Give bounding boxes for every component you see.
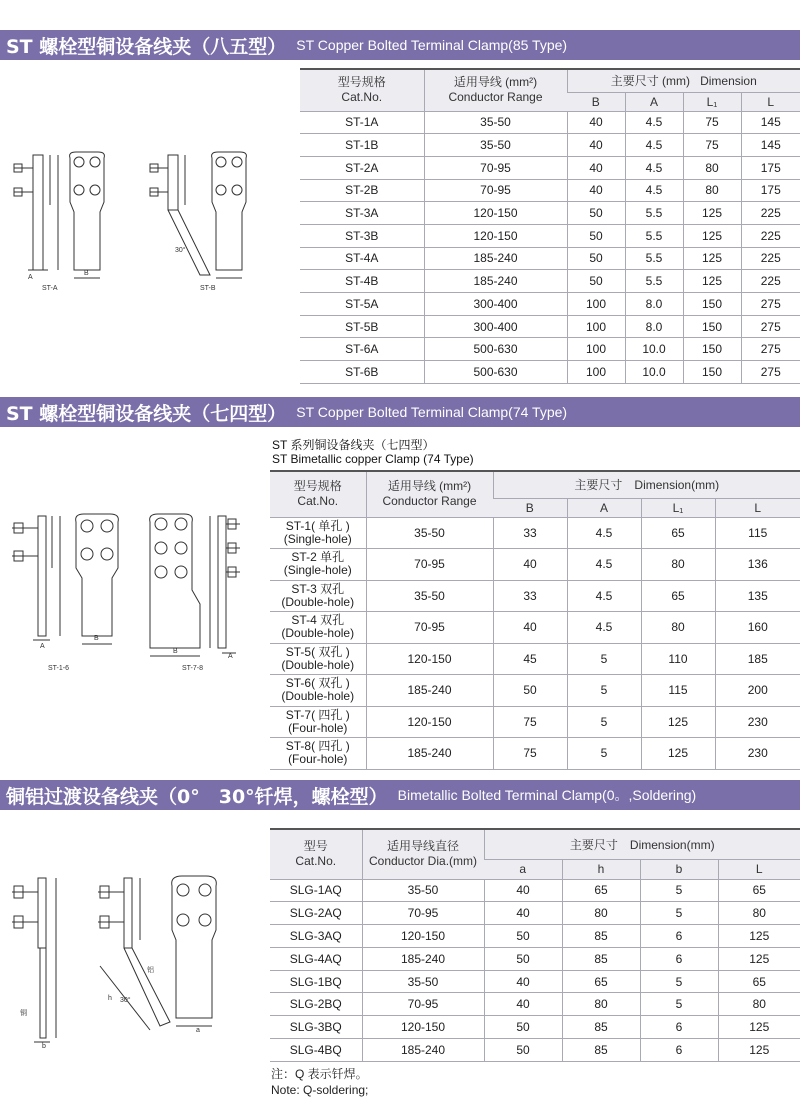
- model-cn: ST-6( 双孔 ): [285, 676, 350, 691]
- table-cell: 125: [683, 202, 741, 225]
- table-cell: 150: [683, 293, 741, 316]
- table-cell: 225: [741, 202, 800, 225]
- table-cell: 45: [493, 643, 567, 675]
- table-row: [270, 643, 800, 675]
- table-cell: 120-150: [424, 224, 567, 247]
- table-cell: SLG-4AQ: [270, 947, 362, 970]
- table-cell: 70-95: [362, 902, 484, 925]
- svg-text:A: A: [28, 274, 33, 281]
- section2-title-en: ST Copper Bolted Terminal Clamp(74 Type): [296, 404, 568, 420]
- table-cell: 80: [641, 549, 715, 581]
- section2-col-header: L: [715, 498, 800, 517]
- table-cell: 500-630: [424, 361, 567, 384]
- table-cell: 40: [567, 134, 625, 157]
- table-row: [270, 580, 800, 612]
- section2-label-st-1-6: ST-1-6: [48, 665, 70, 672]
- table-cell: 4.5: [567, 580, 641, 612]
- section1-label-st-a: ST-A: [42, 285, 58, 292]
- table-row: [270, 993, 800, 1016]
- table-cell: 175: [741, 179, 800, 202]
- table-cell: 50: [567, 224, 625, 247]
- table-cell: 80: [718, 902, 800, 925]
- table-cell: 75: [683, 134, 741, 157]
- table-row: [300, 247, 800, 270]
- table-cell: 5: [567, 706, 641, 738]
- table-cell: SLG-3AQ: [270, 925, 362, 948]
- table-cell: 6: [640, 925, 718, 948]
- table-cell: SLG-2BQ: [270, 993, 362, 1016]
- table-cell: 40: [484, 970, 562, 993]
- table-cell: 80: [718, 993, 800, 1016]
- table-cell: 35-50: [424, 111, 567, 134]
- table-cell: 145: [741, 111, 800, 134]
- table-cell: 100: [567, 293, 625, 316]
- table-cell: 75: [493, 706, 567, 738]
- table-cell: ST-5B: [300, 315, 424, 338]
- section2-col-header: L₁: [641, 498, 715, 517]
- model-en: (Double-hole): [281, 626, 355, 641]
- table-cell: ST-1B: [300, 134, 424, 157]
- section1-col-header: B: [567, 92, 625, 111]
- table-cell: 65: [641, 517, 715, 549]
- table-cell: 5.5: [625, 202, 683, 225]
- section2-banner: [0, 397, 800, 427]
- section1-banner: [0, 30, 800, 60]
- table-cell: 6: [640, 947, 718, 970]
- table-cell: 5: [640, 993, 718, 1016]
- table-cell: 5.5: [625, 224, 683, 247]
- table-row: [270, 517, 800, 549]
- table-cell: 70-95: [362, 993, 484, 1016]
- table-cell: 80: [683, 179, 741, 202]
- svg-text:B: B: [173, 648, 178, 655]
- table-cell: ST-4B: [300, 270, 424, 293]
- table-cell: 185-240: [424, 270, 567, 293]
- section3-label-cu: 铜: [20, 1010, 27, 1017]
- table-cell: 125: [718, 925, 800, 948]
- table-cell: 4.5: [625, 134, 683, 157]
- model-en: (Double-hole): [281, 689, 355, 704]
- table-cell: 50: [484, 1016, 562, 1039]
- section2-table: [270, 470, 800, 770]
- table-cell: 40: [567, 111, 625, 134]
- table-cell: 5: [640, 879, 718, 902]
- table-cell: 65: [718, 970, 800, 993]
- model-cell: [270, 643, 366, 675]
- section2-header-range: 适用导线 (mm²) Conductor Range: [366, 471, 493, 517]
- section2-caption-en: ST Bimetallic copper Clamp (74 Type): [272, 452, 474, 466]
- table-cell: 33: [493, 580, 567, 612]
- table-cell: 185-240: [424, 247, 567, 270]
- table-cell: 125: [718, 1039, 800, 1062]
- model-en: (Four-hole): [288, 752, 348, 767]
- section1-table: [300, 68, 800, 384]
- table-cell: 50: [567, 247, 625, 270]
- table-row: [270, 706, 800, 738]
- section2-caption-cn: ST 系列铜设备线夹（七四型）: [272, 438, 435, 452]
- table-cell: 125: [683, 224, 741, 247]
- table-cell: 5.5: [625, 247, 683, 270]
- table-row: [300, 111, 800, 134]
- table-cell: 40: [567, 179, 625, 202]
- table-row: [300, 156, 800, 179]
- table-row: [300, 134, 800, 157]
- table-cell: 50: [567, 202, 625, 225]
- table-cell: 4.5: [625, 179, 683, 202]
- table-cell: 70-95: [424, 156, 567, 179]
- table-cell: 120-150: [366, 706, 493, 738]
- table-cell: ST-2A: [300, 156, 424, 179]
- table-cell: ST-6A: [300, 338, 424, 361]
- table-cell: SLG-2AQ: [270, 902, 362, 925]
- table-cell: 125: [641, 706, 715, 738]
- table-cell: 40: [567, 156, 625, 179]
- table-cell: 185-240: [362, 1039, 484, 1062]
- table-cell: ST-6B: [300, 361, 424, 384]
- model-cn: ST-4 双孔: [291, 613, 345, 628]
- table-cell: 75: [493, 738, 567, 770]
- table-cell: 5: [567, 643, 641, 675]
- model-cn: ST-7( 四孔 ): [285, 707, 350, 722]
- table-cell: 85: [562, 1039, 640, 1062]
- section3-note-en: Note: Q-soldering;: [271, 1083, 369, 1097]
- table-cell: 115: [715, 517, 800, 549]
- section3-header-dimension: 主要尺寸 Dimension(mm): [484, 829, 800, 859]
- table-cell: 110: [641, 643, 715, 675]
- table-cell: ST-2B: [300, 179, 424, 202]
- table-cell: 50: [484, 947, 562, 970]
- table-cell: SLG-3BQ: [270, 1016, 362, 1039]
- table-cell: 125: [683, 270, 741, 293]
- section3-label-al: 铝: [147, 967, 154, 974]
- table-cell: 300-400: [424, 315, 567, 338]
- model-cell: [270, 706, 366, 738]
- model-cell: [270, 517, 366, 549]
- table-cell: 115: [641, 675, 715, 707]
- model-en: (Single-hole): [283, 563, 352, 578]
- table-cell: 185: [715, 643, 800, 675]
- section3-header-model: 型号 Cat.No.: [270, 829, 362, 879]
- section1-col-header: L: [741, 92, 800, 111]
- table-cell: 70-95: [366, 612, 493, 644]
- model-en: (Double-hole): [281, 594, 355, 609]
- table-cell: 125: [641, 738, 715, 770]
- table-cell: 85: [562, 925, 640, 948]
- table-cell: 120-150: [362, 1016, 484, 1039]
- table-row: [300, 338, 800, 361]
- table-row: [270, 612, 800, 644]
- table-cell: ST-1A: [300, 111, 424, 134]
- table-cell: 5: [640, 902, 718, 925]
- svg-text:h: h: [108, 995, 112, 1002]
- table-cell: 8.0: [625, 315, 683, 338]
- model-cell: [270, 580, 366, 612]
- section3-drawing: [0, 870, 270, 1050]
- table-cell: 160: [715, 612, 800, 644]
- table-cell: 145: [741, 134, 800, 157]
- section3-col-header: b: [640, 859, 718, 879]
- section1-header-dimension: 主要尺寸 (mm) Dimension: [567, 69, 800, 92]
- svg-text:A: A: [228, 653, 233, 660]
- model-cn: ST-1( 单孔 ): [285, 518, 350, 533]
- table-cell: ST-3A: [300, 202, 424, 225]
- table-row: [300, 179, 800, 202]
- table-cell: 8.0: [625, 293, 683, 316]
- section1-drawing: [0, 140, 300, 300]
- table-row: [300, 202, 800, 225]
- model-cell: [270, 549, 366, 581]
- model-cn: ST-2 单孔: [291, 550, 345, 565]
- table-cell: 5.5: [625, 270, 683, 293]
- section2-col-header: A: [567, 498, 641, 517]
- model-en: (Double-hole): [281, 657, 355, 672]
- table-cell: 230: [715, 706, 800, 738]
- table-cell: 6: [640, 1039, 718, 1062]
- table-cell: 40: [484, 902, 562, 925]
- table-cell: 33: [493, 517, 567, 549]
- table-cell: 75: [683, 111, 741, 134]
- table-row: [270, 549, 800, 581]
- table-cell: 50: [567, 270, 625, 293]
- section1-label-st-b: ST-B: [200, 285, 216, 292]
- table-cell: 70-95: [424, 179, 567, 202]
- table-cell: 4.5: [625, 156, 683, 179]
- table-cell: ST-3B: [300, 224, 424, 247]
- table-cell: 125: [683, 247, 741, 270]
- table-cell: 85: [562, 947, 640, 970]
- table-cell: 225: [741, 270, 800, 293]
- table-cell: 5: [567, 738, 641, 770]
- table-cell: 4.5: [567, 549, 641, 581]
- table-row: [270, 925, 800, 948]
- section3-header-range: 适用导线直径 Conductor Dia.(mm): [362, 829, 484, 879]
- table-cell: 50: [493, 675, 567, 707]
- table-cell: 40: [493, 612, 567, 644]
- section2-drawing: [0, 508, 270, 678]
- table-cell: 40: [493, 549, 567, 581]
- table-row: [270, 1016, 800, 1039]
- section1-header-model: 型号规格 Cat.No.: [300, 69, 424, 111]
- section1-col-header: L₁: [683, 92, 741, 111]
- svg-text:a: a: [196, 1027, 200, 1034]
- svg-text:A: A: [40, 643, 45, 650]
- table-cell: 10.0: [625, 338, 683, 361]
- table-cell: 65: [641, 580, 715, 612]
- table-cell: 50: [484, 925, 562, 948]
- table-cell: 4.5: [625, 111, 683, 134]
- table-cell: 40: [484, 879, 562, 902]
- table-cell: 80: [641, 612, 715, 644]
- section3-col-header: h: [562, 859, 640, 879]
- table-row: [300, 224, 800, 247]
- svg-text:B: B: [94, 635, 99, 642]
- table-cell: 65: [562, 970, 640, 993]
- section2-header-model: 型号规格 Cat.No.: [270, 471, 366, 517]
- table-row: [300, 293, 800, 316]
- table-cell: 100: [567, 315, 625, 338]
- table-cell: 70-95: [366, 549, 493, 581]
- table-cell: 80: [562, 993, 640, 1016]
- table-cell: 185-240: [366, 738, 493, 770]
- model-en: (Four-hole): [288, 720, 348, 735]
- table-row: [300, 270, 800, 293]
- table-cell: 50: [484, 1039, 562, 1062]
- section1-col-header: A: [625, 92, 683, 111]
- table-cell: 5: [567, 675, 641, 707]
- table-cell: 275: [741, 361, 800, 384]
- table-row: [270, 1039, 800, 1062]
- table-cell: 125: [718, 1016, 800, 1039]
- table-cell: 120-150: [366, 643, 493, 675]
- table-cell: 150: [683, 315, 741, 338]
- section3-title-cn: 铜铝过渡设备线夹（0° 30°钎焊，螺栓型）: [6, 785, 388, 808]
- section3-table: [270, 828, 800, 1062]
- table-cell: 120-150: [424, 202, 567, 225]
- table-cell: SLG-4BQ: [270, 1039, 362, 1062]
- table-cell: 125: [718, 947, 800, 970]
- table-row: [270, 902, 800, 925]
- section2-label-st-7-8: ST-7-8: [182, 665, 204, 672]
- table-cell: 150: [683, 361, 741, 384]
- section2-caption: [272, 438, 474, 466]
- table-cell: 136: [715, 549, 800, 581]
- section3-note: [271, 1066, 368, 1098]
- table-row: [270, 879, 800, 902]
- table-cell: 65: [718, 879, 800, 902]
- table-cell: 6: [640, 1016, 718, 1039]
- table-cell: 80: [683, 156, 741, 179]
- table-cell: ST-5A: [300, 293, 424, 316]
- section3-col-header: L: [718, 859, 800, 879]
- table-cell: 185-240: [366, 675, 493, 707]
- table-cell: 100: [567, 361, 625, 384]
- table-cell: 225: [741, 224, 800, 247]
- table-row: [270, 675, 800, 707]
- table-cell: 135: [715, 580, 800, 612]
- section3-angle-label: 30°: [120, 997, 131, 1004]
- model-cn: ST-3 双孔: [291, 581, 345, 596]
- table-cell: 175: [741, 156, 800, 179]
- model-cell: [270, 738, 366, 770]
- table-cell: 185-240: [362, 947, 484, 970]
- table-cell: 80: [562, 902, 640, 925]
- section3-col-header: a: [484, 859, 562, 879]
- table-cell: 5: [640, 970, 718, 993]
- table-cell: 120-150: [362, 925, 484, 948]
- section2-title-cn: ST 螺栓型铜设备线夹（七四型）: [6, 402, 287, 425]
- table-cell: 10.0: [625, 361, 683, 384]
- table-cell: 85: [562, 1016, 640, 1039]
- table-row: [300, 361, 800, 384]
- table-cell: ST-4A: [300, 247, 424, 270]
- table-cell: 100: [567, 338, 625, 361]
- table-cell: 35-50: [362, 970, 484, 993]
- section1-header-range: 适用导线 (mm²) Conductor Range: [424, 69, 567, 111]
- model-en: (Single-hole): [283, 531, 352, 546]
- table-row: [270, 947, 800, 970]
- table-cell: 35-50: [366, 580, 493, 612]
- table-cell: 275: [741, 338, 800, 361]
- table-cell: 35-50: [362, 879, 484, 902]
- table-cell: 225: [741, 247, 800, 270]
- section1-angle-label: 30°: [175, 247, 186, 254]
- table-cell: 300-400: [424, 293, 567, 316]
- table-cell: SLG-1BQ: [270, 970, 362, 993]
- model-cell: [270, 675, 366, 707]
- svg-text:b: b: [42, 1043, 46, 1050]
- model-cell: [270, 612, 366, 644]
- section1-title-cn: ST 螺栓型铜设备线夹（八五型）: [6, 35, 287, 58]
- table-cell: 275: [741, 293, 800, 316]
- table-cell: SLG-1AQ: [270, 879, 362, 902]
- table-cell: 65: [562, 879, 640, 902]
- section2-header-dimension: 主要尺寸 Dimension(mm): [493, 471, 800, 498]
- table-row: [270, 970, 800, 993]
- section3-title-en: Bimetallic Bolted Terminal Clamp(0。,Soldering): [397, 787, 697, 803]
- section2-col-header: B: [493, 498, 567, 517]
- table-cell: 35-50: [424, 134, 567, 157]
- table-cell: 4.5: [567, 612, 641, 644]
- table-cell: 35-50: [366, 517, 493, 549]
- table-row: [270, 738, 800, 770]
- table-cell: 4.5: [567, 517, 641, 549]
- section3-banner: [0, 780, 800, 810]
- table-cell: 275: [741, 315, 800, 338]
- table-row: [300, 315, 800, 338]
- section1-title-en: ST Copper Bolted Terminal Clamp(85 Type): [296, 37, 568, 53]
- svg-text:B: B: [84, 270, 89, 277]
- section3-note-cn: 注：Q 表示钎焊。: [271, 1067, 368, 1081]
- table-cell: 500-630: [424, 338, 567, 361]
- table-cell: 200: [715, 675, 800, 707]
- table-cell: 40: [484, 993, 562, 1016]
- model-cn: ST-5( 双孔 ): [285, 644, 350, 659]
- table-cell: 150: [683, 338, 741, 361]
- model-cn: ST-8( 四孔 ): [285, 739, 350, 754]
- table-cell: 230: [715, 738, 800, 770]
